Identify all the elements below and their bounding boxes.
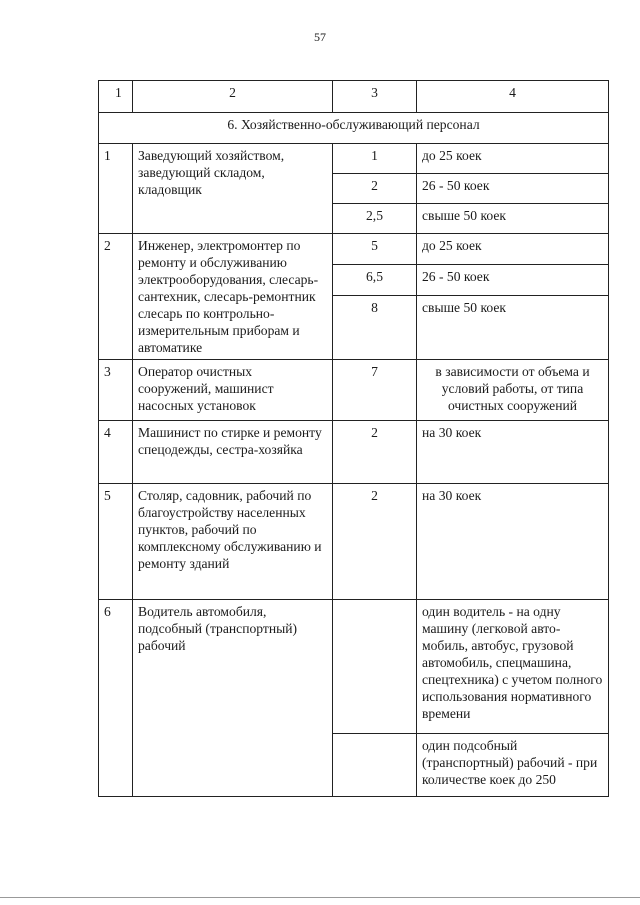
position-name: Заведующий хозяйством, заведующий складом, кладовщик: [133, 144, 333, 234]
staff-condition: в зависимости от объема и условий работы, от типа очистных сооружений: [417, 360, 609, 421]
position-name: Столяр, садовник, рабочий по благоустройству населенных пунктов, рабочий по комплексному обслуживанию и ремонту зданий: [133, 484, 333, 600]
staff-condition: свыше 50 коек: [417, 204, 609, 234]
page-bottom-rule: [0, 897, 640, 898]
table-row: [99, 600, 609, 734]
staff-condition: до 25 коек: [417, 234, 609, 265]
staff-condition: 26 - 50 коек: [417, 265, 609, 296]
staff-count: 2: [333, 174, 417, 204]
header-col-4: 4: [417, 81, 609, 113]
position-name: Инженер, электромонтер по ремонту и обслуживанию электрооборудования, слесарь-сантехник, слесарь-ремонтник слесарь по контрольно-измерительным приборам и автоматике: [133, 234, 333, 360]
row-number: 2: [99, 234, 133, 360]
position-name: Оператор очистных сооружений, машинист насосных установок: [133, 360, 333, 421]
staff-condition: 26 - 50 коек: [417, 174, 609, 204]
header-col-3: 3: [333, 81, 417, 113]
page-number: 57: [314, 30, 326, 44]
row-number: 1: [99, 144, 133, 234]
position-name: Машинист по стирке и ремонту спецодежды, сестра-хозяйка: [133, 421, 333, 484]
table-row: [99, 421, 609, 484]
staff-condition: один водитель - на одну машину (легковой авто-мобиль, автобус, грузовой автомобиль, спецмашина, спецтехника) с учетом полного использования нормативного времени: [417, 600, 609, 734]
staff-count: [333, 734, 417, 797]
table-row: [99, 360, 609, 421]
staff-count: 2: [333, 421, 417, 484]
staff-count: [333, 600, 417, 734]
staff-condition: до 25 коек: [417, 144, 609, 174]
staffing-norms-table: [98, 80, 609, 797]
table-row: [99, 484, 609, 600]
staff-count: 1: [333, 144, 417, 174]
staff-condition: один подсобный (транспортный) рабочий - при количестве коек до 250: [417, 734, 609, 797]
row-number: 3: [99, 360, 133, 421]
section-title: 6. Хозяйственно-обслуживающий персонал: [99, 113, 609, 144]
row-number: 6: [99, 600, 133, 797]
table-header-row: [99, 81, 609, 113]
staff-count: 8: [333, 296, 417, 360]
section-row: [99, 113, 609, 144]
row-number: 4: [99, 421, 133, 484]
staff-count: 5: [333, 234, 417, 265]
staff-count: 6,5: [333, 265, 417, 296]
staff-count: 2,5: [333, 204, 417, 234]
row-number: 5: [99, 484, 133, 600]
staff-count: 7: [333, 360, 417, 421]
position-name: Водитель автомобиля, подсобный (транспортный) рабочий: [133, 600, 333, 797]
staff-count: 2: [333, 484, 417, 600]
header-col-2: 2: [133, 81, 333, 113]
table-row: [99, 234, 609, 265]
staff-condition: на 30 коек: [417, 484, 609, 600]
staff-condition: на 30 коек: [417, 421, 609, 484]
table-row: [99, 144, 609, 174]
staff-condition: свыше 50 коек: [417, 296, 609, 360]
header-col-1: 1: [99, 81, 133, 113]
